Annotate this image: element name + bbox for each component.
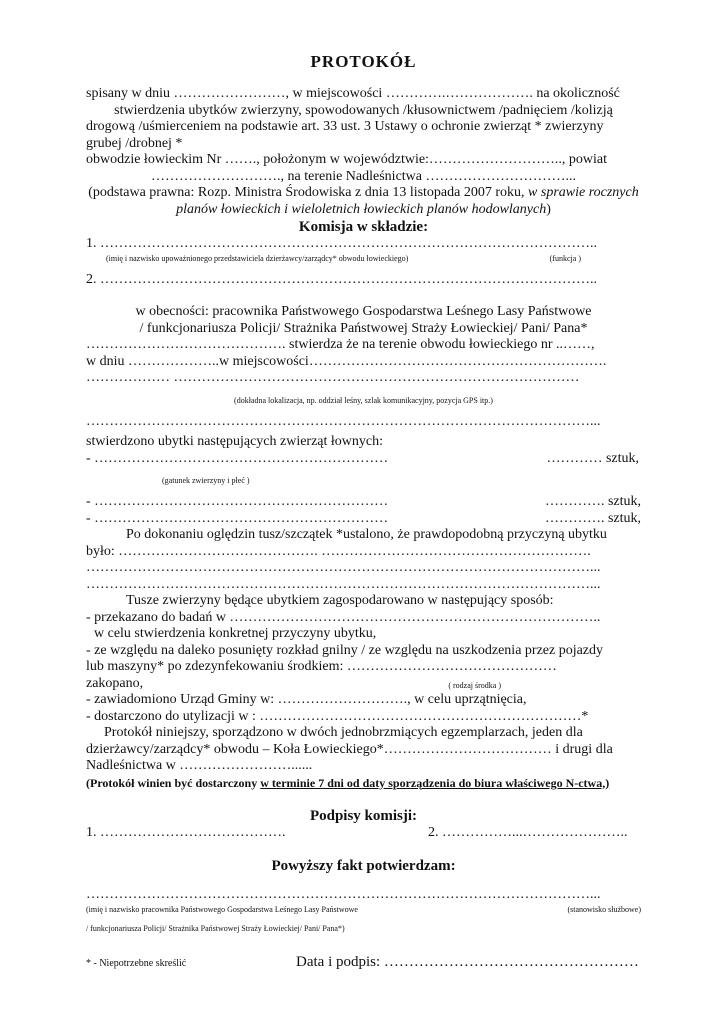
- signatures-heading: Podpisy komisji:: [309, 807, 418, 824]
- intro-line-6: ………………………., na terenie Nadleśnictwa …………………………...: [151, 168, 576, 184]
- deadline-note-start: (Protokół winien być dostarczony: [86, 775, 261, 790]
- intro-line-1: spisany w dniu ……………………, w miejscowości ………….………………. na okoliczność: [86, 86, 620, 101]
- legal-basis-close: ): [546, 201, 551, 217]
- legal-basis-italic-1: w sprawie rocznych: [528, 185, 639, 200]
- legal-basis: [86, 185, 641, 202]
- presence-line-1: w obecności: pracownika Państwowego Gospodarstwa Leśnego Lasy Państwowe: [135, 304, 592, 319]
- signature-lines: [86, 825, 641, 842]
- loss-row-2-count: …………. sztuk,: [544, 494, 641, 509]
- disposal-line-2: - przekazano do badań w ……………………………………………………………………..: [86, 609, 601, 625]
- legal-basis-cont: [86, 202, 641, 219]
- commission-note-name: (imię i nazwisko upoważnionego przedstawiciela dzierżawcy/zarządcy* obwodu łowieckiego): [106, 253, 409, 263]
- loss-row-2-species: - ………………………………………………………: [86, 494, 389, 509]
- loss-row-2: [86, 494, 641, 511]
- commission-note-1: [86, 253, 641, 264]
- commission-line-3: ……………………………………. stwierdza że na terenie obwodu łowieckiego nr ..……,: [86, 337, 595, 352]
- disposal-line-10: dzierżawcy/zarządcy* obwodu – Koła Łowieckiego*……………………………… i drugi dla: [86, 741, 613, 757]
- disposal-line-1: Tusze zwierzyny będące ubytkiem zagospodarowano w następujący sposób:: [126, 593, 554, 608]
- signature-1: 1. ………………………………….: [86, 824, 286, 840]
- commission-line-2: 2. ……………………………………………………………………………………………..: [86, 271, 597, 287]
- confirm-line: ………………………………………………………………………………………………...: [86, 887, 601, 902]
- loss-row-3: [86, 511, 641, 528]
- presence-line-2: / funkcjonariusza Policji/ Strażnika Państwowej Straży Łowieckiej/ Pani/ Pana*: [139, 320, 588, 336]
- cause-line-4: ………………………………………………………………………………………………...: [86, 576, 601, 592]
- location-note: (dokładna lokalizacja, np. oddział leśny, szlak komunikacyjny, pozycja GPS itp.): [234, 395, 493, 405]
- cause-line-1: Po dokonaniu oględzin tusz/szczątek *ustalono, że prawdopodobną przyczyną ubytku: [126, 527, 607, 542]
- confirm-note-function: (stanowisko służbowe): [567, 904, 641, 914]
- disposal-line-3: w celu stwierdzenia konkretnej przyczyny ubytku,: [94, 626, 377, 641]
- intro-line-3: drogową /uśmierceniem na podstawie art. 33 ust. 3 Ustawy o ochronie zwierząt * zwierzyny: [86, 119, 604, 134]
- legal-basis-plain: (podstawa prawna: Rozp. Ministra Środowiska z dnia 13 listopada 2007 roku,: [88, 185, 525, 200]
- disposal-line-5: lub maszyny* po zdezynfekowaniu środkiem: ………………………………………: [86, 659, 557, 674]
- intro-line-4: grubej /drobnej *: [86, 135, 183, 151]
- losses-header: stwierdzono ubytki następujących zwierząt łownych:: [86, 434, 384, 449]
- agent-type-note: ( rodzaj środka ): [448, 680, 501, 690]
- commission-line-5: ……………… ……………………………………………………………………………: [86, 370, 580, 385]
- commission-line-1: 1. ……………………………………………………………………………………………..: [86, 236, 597, 251]
- signature-2: 2. ……………...…………………..: [428, 824, 628, 840]
- deadline-note: [86, 775, 641, 791]
- disposal-buried: zakopano,: [86, 675, 144, 691]
- loss-row-1: [86, 451, 641, 468]
- species-note: (gatunek zwierzyny i płeć ): [162, 476, 250, 485]
- intro-line-2: stwierdzenia ubytków zwierzyny, spowodowanych /kłusownictwem /padnięciem /kolizją: [114, 102, 613, 118]
- commission-line-4: w dniu ………………..w miejscowości……………………………………………………….: [86, 353, 607, 369]
- cause-line-2: było: ……………………………………. ………………………………………………….: [86, 543, 591, 559]
- confirm-note-row: [86, 904, 641, 915]
- confirm-heading: Powyższy fakt potwierdzam:: [271, 858, 456, 874]
- disposal-line-4: - ze względu na daleko posunięty rozkład gnilny / ze względu na uszkodzenia przez pojazdy: [86, 642, 604, 658]
- legal-basis-italic-2: planów łowieckich i wieloletnich łowieckich planów hodowlanych: [176, 201, 547, 217]
- loss-row-1-species: - ………………………………………………………: [86, 450, 389, 466]
- disposal-line-11: Nadleśnictwa w ……………………......: [86, 758, 313, 773]
- disposal-line-7: - zawiadomiono Urząd Gminy w: ………………………., w celu uprzątnięcia,: [86, 692, 527, 707]
- protocol-document: [86, 48, 641, 971]
- date-signature: Data i podpis: ……………………………………………: [296, 953, 639, 970]
- loss-row-1-count: ………… sztuk,: [546, 450, 639, 466]
- commission-heading: Komisja w składzie:: [298, 219, 429, 235]
- disposal-line-6: [86, 676, 641, 693]
- disposal-line-9: Protokół niniejszy, sporządzono w dwóch jednobrzmiących egzemplarzach, jeden dla: [104, 725, 583, 740]
- document-title: PROTOKÓŁ: [310, 52, 417, 71]
- confirm-note-b: / funkcjonariusza Policji/ Strażnika Państwowej Straży Łowieckiej/ Pani/ Pana*): [86, 923, 345, 933]
- loss-row-3-species: - ………………………………………………………: [86, 510, 389, 526]
- deadline-note-underlined: w terminie 7 dni od daty sporządzenia do biura właściwego N-ctwa,): [260, 775, 610, 790]
- commission-line-6: ………………………………………………………………………………………………...: [86, 413, 601, 429]
- loss-row-3-count: …………. sztuk,: [544, 510, 641, 526]
- cause-line-3: ………………………………………………………………………………………………...: [86, 560, 601, 575]
- intro-line-5: obwodzie łowieckim Nr ……., położonym w województwie:……………………….., powiat: [86, 152, 608, 167]
- commission-note-function: (funkcja ): [549, 253, 581, 263]
- footer-row: [86, 954, 641, 971]
- disposal-line-8: - dostarczono do utylizacji w : ……………………………………………………………*: [86, 708, 589, 724]
- confirm-note-a: (imię i nazwisko pracownika Państwowego Gospodarstwa Leśnego Lasy Państwowe: [86, 904, 358, 914]
- footnote: * - Niepotrzebne skreślić: [86, 957, 187, 969]
